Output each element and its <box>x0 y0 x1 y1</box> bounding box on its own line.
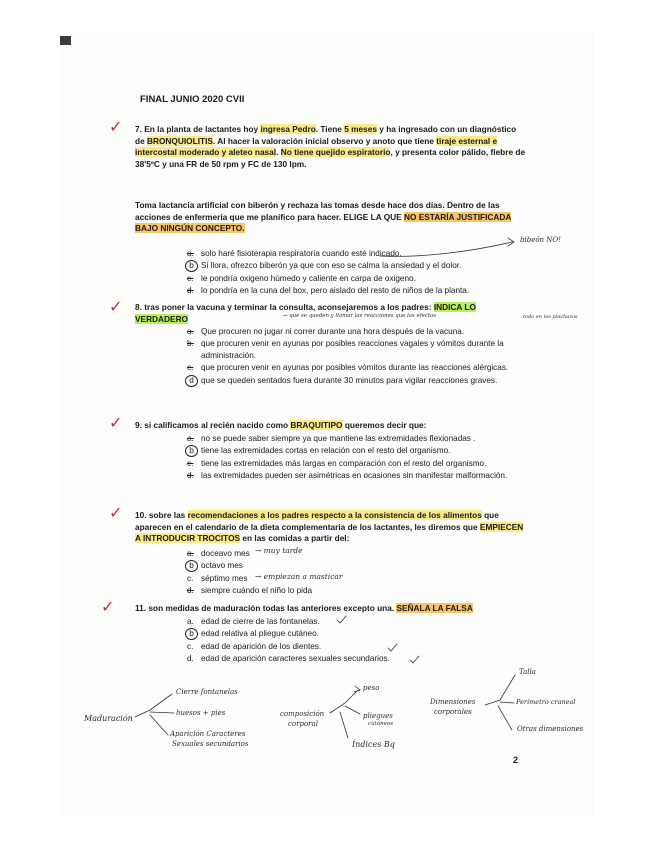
mind-map-label: huesos + pies <box>176 709 226 717</box>
question-text: . Tiene <box>315 124 345 134</box>
mind-map-label: Maduración <box>84 714 133 723</box>
exam-title: FINAL JUNIO 2020 CVII <box>140 94 245 105</box>
option-text: no se puede saber siempre ya que mantiene las extremidades flexionadas . <box>201 434 476 443</box>
handwritten-note: → muy tarde <box>255 546 303 555</box>
crossed-letter: d. <box>187 586 194 596</box>
option-text: edad de aparición de los dientes. <box>201 641 322 651</box>
crossed-letter: a. <box>187 249 194 258</box>
mind-map-label: pliegues <box>363 712 393 720</box>
option-text: tiene las extremidades más largas en comparación con el resto del organismo. <box>201 458 487 468</box>
option-text: le pondría oxigeno húmedo y caliente en carpa de oxigeno. <box>201 273 416 283</box>
option-text: siempre cuándo el niño lo pida <box>201 586 313 596</box>
question-text: . Al hacer la valoración inicial observo y anoto que tiene <box>212 135 437 146</box>
highlighted-text: BRONQUIOLITIS <box>147 135 213 146</box>
question-text: En la planta de lactantes hoy <box>144 124 261 134</box>
circled-letter: b <box>185 445 198 457</box>
question-number: 7. <box>135 124 142 134</box>
highlighted-text: SEÑALA LA FALSA <box>396 603 473 613</box>
highlighted-text: No tiene quejido espiratorio <box>280 147 391 158</box>
question-number: 9. <box>135 420 142 430</box>
mind-map-label: cutáneos <box>368 721 394 727</box>
check-mark-icon: ✓ <box>101 597 115 616</box>
circled-letter: b <box>185 560 198 572</box>
option-text: Que procuren no jugar ni correr durante una hora después de la vacuna. <box>201 327 465 336</box>
check-mark-icon: ✓ <box>109 297 123 316</box>
question-number: 11. <box>135 603 147 613</box>
option-letter: c. <box>187 573 194 583</box>
mind-map-label: Índices Bq <box>352 740 395 749</box>
mind-map-label: Otras dimensiones <box>517 725 584 733</box>
page-number: 2 <box>513 755 519 765</box>
mind-map-label: peso <box>363 684 380 692</box>
option-text: doceavo mes <box>201 549 250 558</box>
option-text: tiene las extremidades cortas en relación con el resto del organismo. <box>201 446 451 456</box>
highlighted-text: 5 meses <box>344 124 377 134</box>
option-text: séptimo mes <box>201 573 248 583</box>
option-letter: a. <box>187 617 194 626</box>
option-text: Si llora, ofrezco biberón ya que con eso se calma la ansiedad y el dolor. <box>201 261 462 271</box>
highlighted-text: EMPIECEN A INTRODUCIR TROCITOS <box>135 521 524 544</box>
circled-letter: b <box>185 628 198 640</box>
mind-map-label: Aparición Caracteres <box>170 730 246 738</box>
crossed-letter: a. <box>187 434 194 443</box>
check-mark-icon: ✓ <box>109 413 123 432</box>
option-text: que procuren venir en ayunas por posibles vómitos durante las reacciones alérgicas. <box>201 363 509 373</box>
option-text: edad de aparición caracteres sexuales secundarios. <box>201 654 390 664</box>
mind-map-label: Dimensiones <box>430 698 476 706</box>
circled-letter: b <box>185 260 198 272</box>
crossed-letter: d. <box>187 471 194 481</box>
check-mark-icon: ✓ <box>109 503 123 522</box>
question-text: Toma lactancia artificial con biberón y rechaza las tomas desde hace dos días. Dentro de las acciones de enfermería que me planifico para hacer. ELIGE LA QUE <box>135 200 500 222</box>
option-text: que procuren venir en ayunas por posibles reacciones vagales y vómitos durante la administración. <box>201 339 504 360</box>
mind-map-label: composición <box>280 710 325 718</box>
option-text: que se queden sentados fuera durante 30 minutos para vigilar reacciones graves. <box>201 375 498 385</box>
question-text: y ha ingresado con un diagnóstico de <box>135 124 517 146</box>
option-letter: d. <box>187 654 194 664</box>
option-text: solo haré fisioterapia respiratoria cuando esté indicado. <box>201 249 402 258</box>
question-text: si calificamos al recién nacido como <box>144 420 291 430</box>
option-text: lo pondría en la cuna del box, pero aislado del resto de niños de la planta. <box>201 286 470 296</box>
crossed-letter: d. <box>187 286 194 296</box>
handwritten-note: todo en los pinchazos <box>523 314 578 320</box>
question-text: son medidas de maduración todas las anteriores excepto una. <box>148 603 397 613</box>
mind-map-label: corporal <box>288 720 318 728</box>
mind-map-label: Sexuales secundarios <box>172 740 249 748</box>
circled-letter: d <box>185 375 198 387</box>
crossed-letter: a. <box>187 327 194 336</box>
crossed-letter: c. <box>187 458 194 468</box>
handwritten-note: → empiezan a masticar <box>255 572 343 581</box>
question-number: 10. <box>135 510 147 520</box>
option-text: edad relativa al pliegue cutáneo. <box>201 629 319 639</box>
highlighted-text: INDICA LO VERDADERO <box>135 302 476 324</box>
crossed-letter: b. <box>187 339 194 349</box>
crossed-letter: c. <box>187 273 194 283</box>
crossed-letter: c. <box>187 363 194 373</box>
mind-map-label: Talla <box>519 668 536 676</box>
highlighted-text: ingresa Pedro <box>260 124 316 134</box>
question-text: queremos decir que: <box>342 420 427 430</box>
highlighted-text: recomendaciones a los padres respecto a la consistencia de los alimentos <box>187 510 482 520</box>
question-text: tras poner la vacuna y terminar la consulta, aconsejaremos a los padres: <box>144 302 434 312</box>
handwritten-note: → que se queden y llamar las reacciones que las efectos <box>283 313 437 319</box>
question-number: 8. <box>135 302 142 312</box>
option-text: las extremidades pueden ser asimétricas en ocasiones sin manifestar malformación. <box>201 471 508 481</box>
question-text: en las comidas a partir del: <box>240 533 350 544</box>
mind-map-label: Cierre fontanelas <box>176 688 238 696</box>
question-text: . <box>276 147 281 158</box>
mind-map-label: corporales <box>434 708 472 716</box>
highlighted-text: tiraje esternal e intercostal moderado y aleteo nasal <box>135 135 498 158</box>
handwritten-note: bibeón NO! <box>520 236 561 244</box>
check-mark-icon: ✓ <box>109 117 123 136</box>
crossed-letter: a. <box>187 549 194 558</box>
highlighted-text: NO ESTARÍA JUSTIFICADA BAJO NINGÚN CONCEPTO. <box>135 211 512 234</box>
question-text: sobre las <box>148 510 188 520</box>
option-text: octavo mes <box>201 561 243 571</box>
question-text: , y presenta color pálido, fiebre de 38'5ºC y una FR de 50 rpm y FC de 130 lpm. <box>135 147 526 169</box>
option-text: edad de cierre de las fontanelas. <box>201 617 320 626</box>
mind-map-label: Perímetro craneal <box>516 698 576 706</box>
option-letter: c. <box>187 641 194 651</box>
highlighted-text: BRAQUITIPO <box>290 420 343 430</box>
question-text: que aparecen en el calendario de la dieta complementaria de los lactantes, les diremos que <box>135 510 499 532</box>
